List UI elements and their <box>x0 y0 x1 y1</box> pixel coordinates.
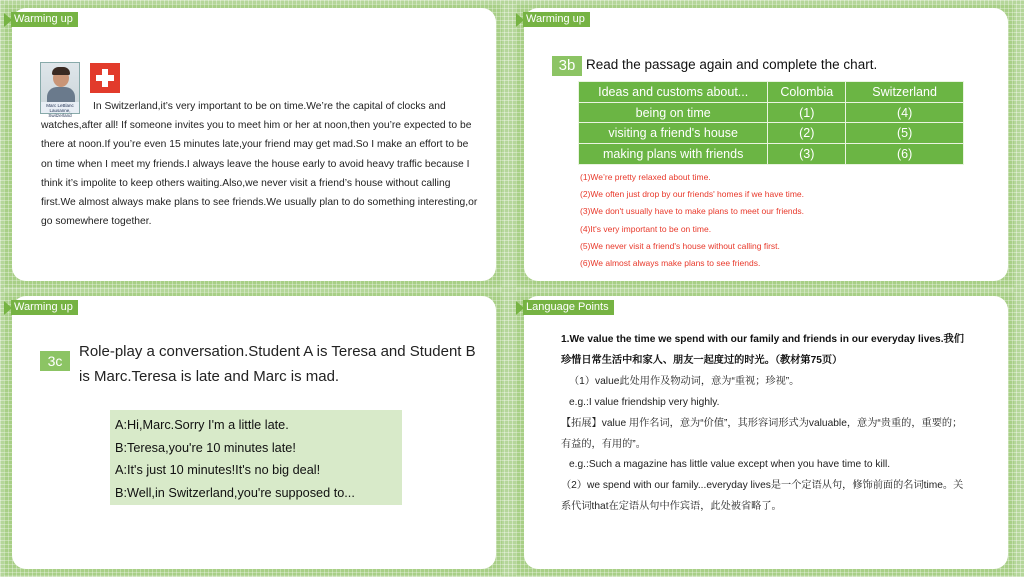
slide-panel-2 <box>516 4 1014 287</box>
table-cell: (2) <box>768 123 846 144</box>
table-cell: (5) <box>846 123 964 144</box>
dialog-box <box>110 410 402 505</box>
slide-panel-1 <box>4 4 502 287</box>
slide-card <box>12 296 496 569</box>
avatar-place: Lausanne, Switzerland <box>48 107 72 118</box>
table-row <box>579 102 964 123</box>
exercise-badge: 3b <box>552 56 582 76</box>
answer-item: (4)It's very important to be on time. <box>580 223 712 234</box>
answer-item: (5)We never visit a friend's house without calling first. <box>580 240 780 251</box>
slide-panel-4 <box>516 292 1014 575</box>
table-header: Switzerland <box>846 82 964 103</box>
answer-item: (1)We’re pretty relaxed about time. <box>580 172 711 182</box>
section-tag <box>516 12 590 27</box>
answer-list <box>580 169 804 272</box>
section-tag <box>516 300 614 315</box>
table-cell: visiting a friend's house <box>579 123 768 144</box>
table-header: Ideas and customs about... <box>579 82 768 103</box>
section-tag-label: Language Points <box>523 300 614 315</box>
avatar-hair <box>52 67 70 75</box>
table-row <box>579 123 964 144</box>
answer-item: (3)We don't usually have to make plans to meet our friends. <box>580 206 804 217</box>
point-example: e.g.:Such a magazine has little value except when you have time to kill. <box>569 459 891 471</box>
exercise-badge: 3c <box>40 351 70 371</box>
table-cell: making plans with friends <box>579 144 768 165</box>
exercise-title: Read the passage again and complete the chart. <box>586 57 878 72</box>
table-header-row <box>579 82 964 103</box>
section-tag <box>4 12 78 27</box>
dialog-line: A:It's just 10 minutes!It's no big deal! <box>115 463 321 477</box>
section-tag <box>4 300 78 315</box>
slide-card <box>524 296 1008 569</box>
exercise-title: Role-play a conversation.Student A is Teresa and Student B is Marc.Teresa is late and Marc is mad. <box>79 343 476 385</box>
slide-card <box>524 8 1008 281</box>
reading-passage: In Switzerland,it’s very important to be on time.We’re the capital of clocks and watches,after all! If someone invites you to meet him or her at noon,then you’re expected to be there at noon.If you’re even 15 minutes late,your friend may get mad.So I make an effort to be on time when I meet my friends.I always leave the house early to avoid heavy traffic because I think it’s impolite to keep others waiting.Also,we never visit a friend’s house without calling first.We almost always make plans to see friends.We usually plan to do something interesting,or go somewhere together. <box>41 101 478 228</box>
slide-panel-3 <box>4 292 502 575</box>
section-tag-label: Warming up <box>523 12 590 27</box>
dialog-line: A:Hi,Marc.Sorry I'm a little late. <box>115 418 289 432</box>
table-cell: (3) <box>768 144 846 165</box>
answer-item: (2)We often just drop by our friends' homes if we have time. <box>580 189 804 200</box>
answer-item: (6)We almost always make plans to see friends. <box>580 258 761 269</box>
table-row <box>579 144 964 165</box>
section-tag-label: Warming up <box>11 12 78 27</box>
table-cell: (4) <box>846 102 964 123</box>
point-heading: 1.We value the time we spend with our family and friends in our everyday lives.我们珍惜日常生活中和家人、朋友一起度过的时光。（教材第75页） <box>561 334 964 366</box>
section-tag-label: Warming up <box>11 300 78 315</box>
table-cell: being on time <box>579 102 768 123</box>
table-cell: (1) <box>768 102 846 123</box>
slide-card <box>12 8 496 281</box>
dialog-line: B:Well,in Switzerland,you're supposed to... <box>115 485 355 500</box>
point-line: （2）we spend with our family...everyday lives是一个定语从句，修饰前面的名词time。关系代词that在定语从句中作宾语，此处被省略了。 <box>561 480 964 513</box>
dialog-line: B:Teresa,you're 10 minutes late! <box>115 440 296 455</box>
language-points <box>561 330 971 518</box>
customs-chart <box>578 81 964 165</box>
table-cell: (6) <box>846 144 964 165</box>
point-line: 【拓展】value 用作名词，意为“价值”，其形容词形式为valuable，意为“贵重的，重要的；有益的，有用的”。 <box>561 417 963 450</box>
avatar-name: Marc LeBlanc <box>46 102 74 108</box>
table-header: Colombia <box>768 82 846 103</box>
point-example: e.g.:I value friendship very highly. <box>569 396 720 408</box>
swiss-flag-icon <box>90 63 120 93</box>
point-line: （1）value此处用作及物动词，意为“重视；珍视”。 <box>569 375 800 387</box>
